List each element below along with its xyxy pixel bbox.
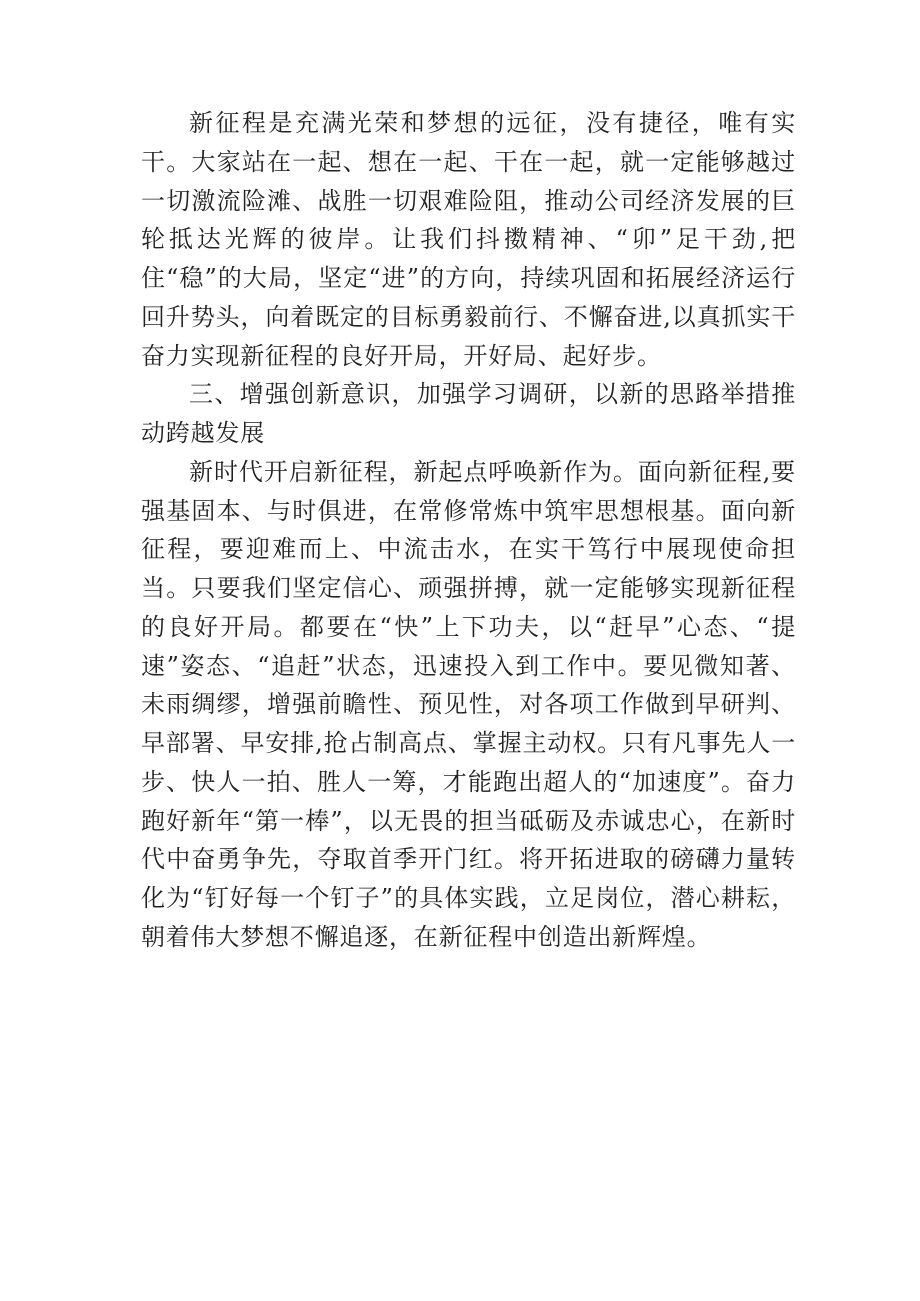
- paragraph-1: 新征程是充满光荣和梦想的远征，没有捷径，唯有实干。大家站在一起、想在一起、干在一起，就一定能够越过一切激流险滩、战胜一切艰难险阻，推动公司经济发展的巨轮抵达光辉的彼岸。让我们抖擞精神、“卯”足干劲,把住“稳”的大局，坚定“进”的方向，持续巩固和拓展经济运行回升势头，向着既定的目标勇毅前行、不懈奋进,以真抓实干奋力实现新征程的良好开局，开好局、起好步。: [141, 109, 796, 370]
- paragraph-2: 新时代开启新征程，新起点呼唤新作为。面向新征程,要强基固本、与时俱进，在常修常炼中筑牢思想根基。面向新征程，要迎难而上、中流击水，在实干笃行中展现使命担当。只要我们坚定信心、顽强拼搏，就一定能够实现新征程的良好开局。都要在“快”上下功夫，以“赶早”心态、“提速”姿态、“追赶”状态，迅速投入到工作中。要见微知著、未雨绸缪，增强前瞻性、预见性，对各项工作做到早研判、早部署、早安排,抢占制高点、掌握主动权。只有凡事先人一步、快人一拍、胜人一筹，才能跑出超人的“加速度”。奋力跑好新年“第一棒”，以无畏的担当砥砺及赤诚忠心，在新时代中奋勇争先，夺取首季开门红。将开拓进取的磅礴力量转化为“钉好每一个钉子”的具体实践，立足岗位，潜心耕耘，朝着伟大梦想不懈追逐，在新征程中创造出新辉煌。: [141, 457, 796, 951]
- document-body: [141, 104, 796, 957]
- section-heading: 三、增强创新意识，加强学习调研，以新的思路举措推动跨越发展: [141, 380, 796, 447]
